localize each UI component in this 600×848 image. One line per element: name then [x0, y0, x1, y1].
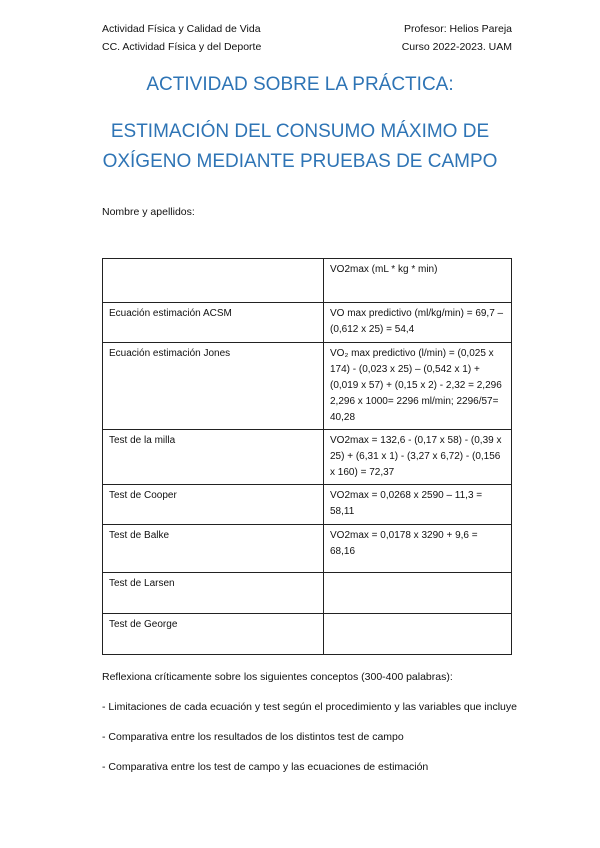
document-title-line2: OXÍGENO MEDIANTE PRUEBAS DE CAMPO — [102, 151, 498, 172]
reflection-instructions — [102, 668, 532, 788]
activity-title: ACTIVIDAD SOBRE LA PRÁCTICA: — [146, 74, 454, 95]
table-header-row — [103, 259, 512, 303]
reflection-item: - Comparativa entre los resultados de los distintos test de campo — [102, 731, 404, 743]
row-value: VO2max = 0,0268 x 2590 – 11,3 = 58,11 — [324, 485, 512, 525]
row-value[interactable] — [324, 614, 512, 655]
header-right — [402, 20, 512, 56]
row-label: Test de George — [103, 614, 324, 655]
name-label: Nombre y apellidos: — [102, 206, 195, 218]
row-label: Test de Larsen — [103, 573, 324, 614]
row-value: VO2max = 132,6 - (0,17 x 58) - (0,39 x 25) + (6,31 x 1) - (3,27 x 6,72) - (0,156 x 160) = 72,37 — [324, 430, 512, 485]
table-row — [103, 430, 512, 485]
row-label: Test de la milla — [103, 430, 324, 485]
reflection-intro: Reflexiona críticamente sobre los siguientes conceptos (300-400 palabras): — [102, 671, 453, 683]
row-label: Test de Balke — [103, 525, 324, 573]
table-header-empty — [103, 259, 324, 303]
row-label: Ecuación estimación ACSM — [103, 303, 324, 343]
table-row — [103, 573, 512, 614]
document-title — [0, 117, 600, 177]
table-row — [103, 614, 512, 655]
table-row — [103, 303, 512, 343]
row-value: VO₂ max predictivo (l/min) = (0,025 x 174) - (0,023 x 25) – (0,542 x 1) + (0,019 x 57) + (0,15 x 2) - 2,32 = 2,296 2,296 x 1000= 2296 ml/min; 2296/57= 40,28 — [324, 343, 512, 430]
row-value: VO max predictivo (ml/kg/min) = 69,7 – (0,612 x 25) = 54,4 — [324, 303, 512, 343]
table-row — [103, 485, 512, 525]
reflection-item: - Limitaciones de cada ecuación y test según el procedimiento y las variables que incluye — [102, 701, 517, 713]
header-left — [102, 20, 261, 56]
degree-name: CC. Actividad Física y del Deporte — [102, 41, 262, 53]
results-table — [102, 258, 512, 655]
course-year: Curso 2022-2023. UAM — [401, 41, 512, 53]
reflection-item: - Comparativa entre los test de campo y las ecuaciones de estimación — [102, 761, 429, 773]
row-value: VO2max = 0,0178 x 3290 + 9,6 = 68,16 — [324, 525, 512, 573]
document-title-line1: ESTIMACIÓN DEL CONSUMO MÁXIMO DE — [110, 121, 490, 142]
table-header-value: VO2max (mL * kg * min) — [324, 259, 512, 303]
table-row — [103, 525, 512, 573]
row-label: Ecuación estimación Jones — [103, 343, 324, 430]
professor-name: Profesor: Helios Pareja — [404, 23, 512, 35]
course-name: Actividad Física y Calidad de Vida — [102, 23, 261, 35]
row-label: Test de Cooper — [103, 485, 324, 525]
row-value[interactable] — [324, 573, 512, 614]
table-row — [103, 343, 512, 430]
